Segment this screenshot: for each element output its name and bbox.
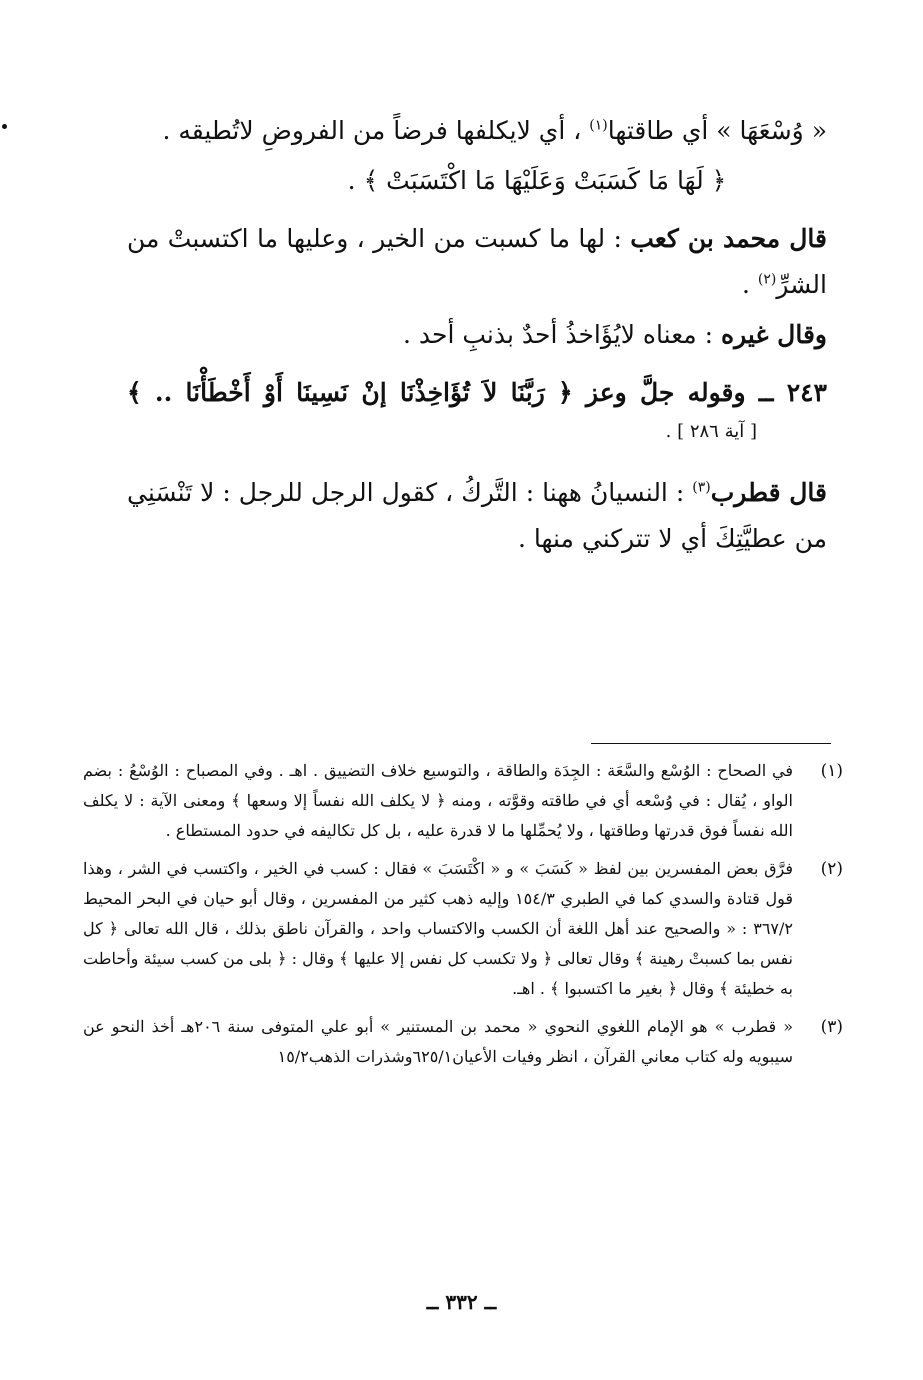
ayah-reference: [ آية ٢٨٦ ] .: [665, 421, 757, 442]
footnote-text: في الصحاح : الوُسْع والسَّعَة : الجِدَة والطاقة ، والتوسيع خلاف التضييق . اهـ . وفي المصباح : الوُسْعُ : بضم الواو ، يُقال : في وُسْعه أي في طاقته وقوَّته ، ومنه ﴿ لا يكلف الله نفساً إلا وسعها ﴾ ومعنى الآية : لا يكلف الله نفساً فوق قدرتها وطاقتها ، ولا يُحمِّلها ما لا قدرة عليه ، بل كل تكاليفه في حدود المستطاع .: [83, 761, 793, 840]
footnote-ref-2[interactable]: (٢): [757, 271, 777, 288]
footnote-ref-1[interactable]: (١): [589, 117, 608, 134]
text-segment: : النسيانُ ههنا : التَّركُ ، كقول الرجل للرجل : لا تَنْسَنِي من عطيَّتِكَ أي لا تتركني منها .: [127, 478, 827, 553]
footnote-text: فرَّق بعض المفسرين بين لفظ « كَسَبَ » و « اكْتَسَبَ » فقال : كسب في الخير ، واكتسب في الشر ، وهذا قول قتادة والسدي كما في الطبري ١٥٤/٣ وإليه ذهب كثير من المفسرين ، وقال أبو حيان في البحر المحيط ٣٦٧/٢ : « والصحيح عند أهل اللغة أن الكسب والاكتساب واحد ، والقرآن ناطق بذلك ، قال الله تعالى ﴿ كل نفس بما كسبتْ رهينة ﴾ وقال تعالى ﴿ ولا تكسب كل نفس إلا عليها ﴾ وقال : ﴿ بلى من كسب سيئة وأحاطت به خطيئة ﴾ وقال ﴿ بغير ما اكتسبوا ﴾ . اهـ.: [83, 859, 793, 998]
text-segment: ، أي لايكلفها فرضاً من الفروضِ لاتُطيقه .: [162, 116, 582, 145]
text-segment: .: [741, 270, 750, 299]
quran-verse-lahamakasabat: ﴿ لَهَا مَا كَسَبَتْ وَعَلَيْهَا مَا اكْتَسَبَتْ ﴾ .: [347, 166, 727, 195]
main-text: [127, 108, 827, 574]
footnote-3: [83, 1012, 843, 1072]
footnotes-section: [83, 756, 843, 1080]
paragraph-ghayruhu: [127, 312, 827, 358]
paragraph-muhammad-ibn-kab: [127, 216, 827, 308]
footnote-number: (٣): [820, 1017, 843, 1037]
speaker-name: قال محمد بن كعب: [630, 224, 827, 253]
page-number: ــ ٣٣٢ ــ: [426, 1290, 497, 1314]
text-segment: : معناه لايُؤَاخذُ أحدٌ بذنبِ أحد .: [402, 320, 714, 349]
footnote-ref-3[interactable]: (٣): [692, 479, 711, 496]
footnote-number: (٢): [820, 859, 843, 879]
paragraph-wusaha: [127, 108, 827, 154]
speaker-name: قال قطرب: [710, 478, 827, 507]
footnote-1: [83, 756, 843, 846]
margin-dot: [2, 124, 7, 129]
paragraph-qutrub: [127, 470, 827, 562]
footnote-2: [83, 854, 843, 1004]
entry-heading-243: ٢٤٣ ــ وقوله جلَّ وعز ﴿ رَبَّنَا لاَ تُؤَاخِذْنَا إنْ نَسِينَا أَوْ أَخْطَأْنَا .. ﴾: [127, 378, 827, 407]
footnote-number: (١): [820, 761, 843, 781]
text-segment: « وُسْعَهَا » أي طاقتها: [607, 116, 827, 145]
speaker-name: وقال غيره: [720, 320, 827, 349]
footnote-text: « قطرب » هو الإمام اللغوي النحوي « محمد بن المستنير » أبو علي المتوفى سنة ٢٠٦هـ أخذ النحو عن سيبويه وله كتاب معاني القرآن ، انظر وفيات الأعيان٦٢٥/١وشذرات الذهب١٥/٢: [83, 1017, 793, 1066]
footnote-separator: [591, 743, 831, 744]
text-segment: : لها ما كسبت من الخير ، وعليها ما اكتسبتْ من الشرِّ: [127, 224, 827, 299]
